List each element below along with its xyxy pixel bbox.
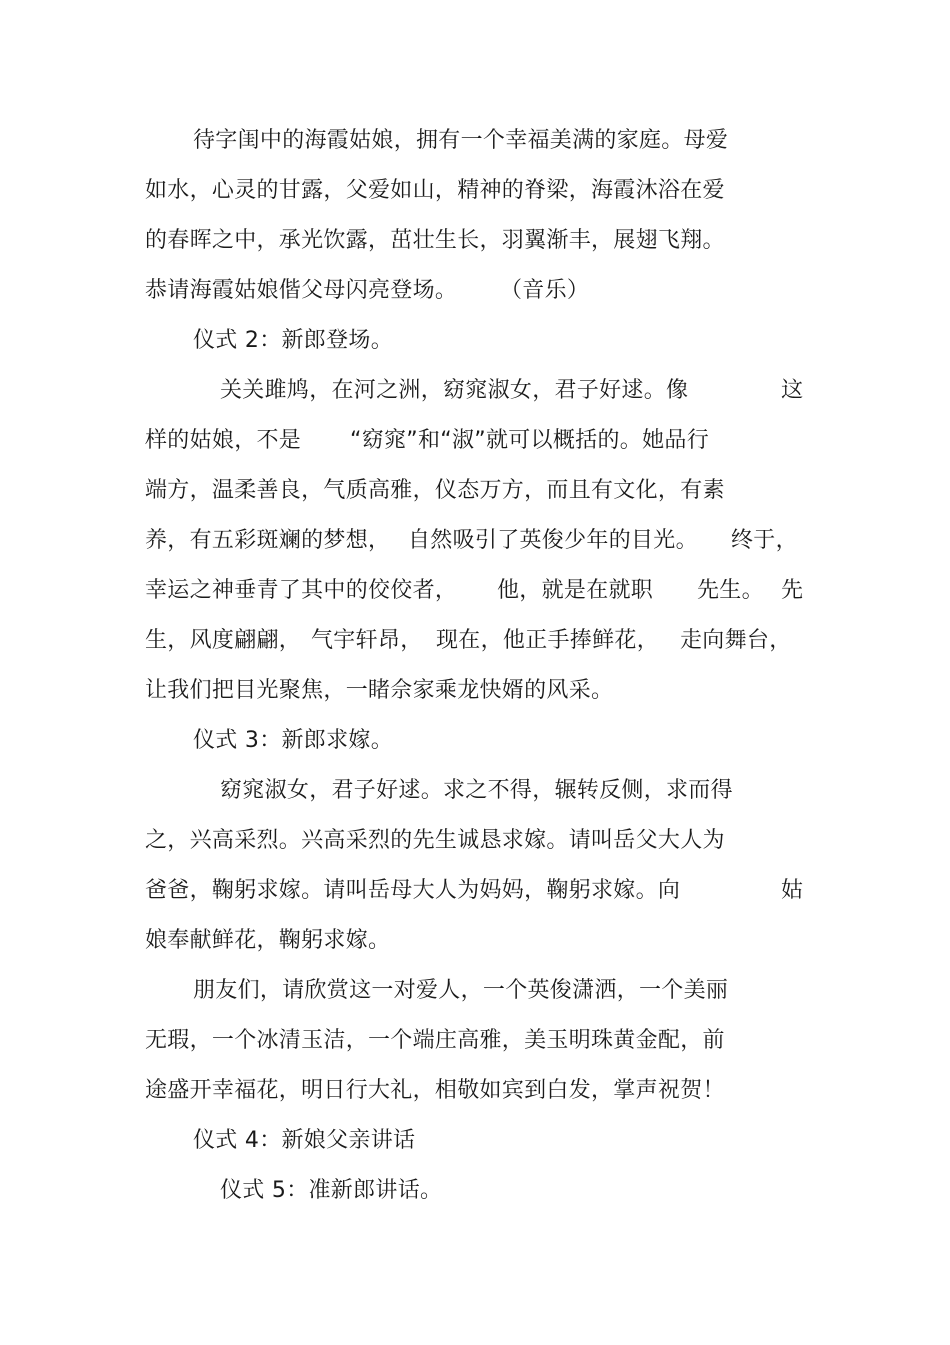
paragraph-line: 自然吸引了英俊少年的目光。 [408, 528, 698, 553]
paragraph-line: 先生。 [697, 578, 764, 603]
paragraph-line: 的春晖之中，承光饮露，茁壮生长，羽翼渐丰，展翅飞翔。 [145, 228, 725, 253]
ceremony-heading: 仪式 2：新郎登场。 [193, 328, 393, 353]
paragraph-line: 姑 [781, 878, 804, 903]
paragraph-line: 窈窕淑女，君子好逑。求之不得，辗转反侧，求而得 [220, 778, 733, 803]
paragraph-line: “窈窕”和“淑”就可以概括的。她品行 [350, 428, 709, 453]
paragraph-line: 他，就是在就职 [497, 578, 654, 603]
paragraph-line: 娘奉献鲜花，鞠躬求嫁。 [145, 928, 391, 953]
paragraph-line: 这 [781, 378, 804, 403]
paragraph-line: 朋友们，请欣赏这一对爱人，一个英俊潇洒，一个美丽 [193, 978, 729, 1003]
paragraph-line: 爸爸，鞠躬求嫁。请叫岳母大人为妈妈，鞠躬求嫁。向 [145, 878, 681, 903]
paragraph-line: 先 [781, 578, 804, 603]
paragraph-line: 端方，温柔善良，气质高雅，仪态万方，而且有文化，有素 [145, 478, 725, 503]
paragraph-line: 幸运之神垂青了其中的佼佼者， [145, 578, 458, 603]
paragraph-line: 无瑕，一个冰清玉洁，一个端庄高雅，美玉明珠黄金配，前 [145, 1028, 725, 1053]
paragraph-line: 如水，心灵的甘露，父爱如山，精神的脊梁，海霞沐浴在爱 [145, 178, 725, 203]
paragraph-line: 养，有五彩斑斓的梦想， [145, 528, 391, 553]
ceremony-heading: 仪式 3：新郎求嫁。 [193, 728, 393, 753]
paragraph-line: 途盛开幸福花，明日行大礼，相敬如宾到白发，掌声祝贺！ [145, 1078, 725, 1103]
paragraph-line: 关关雎鸠，在河之洲，窈窕淑女，君子好逑。像 [220, 378, 689, 403]
ceremony-heading: 仪式 5：准新郎讲话。 [220, 1178, 443, 1203]
ceremony-heading: 仪式 4：新娘父亲讲话 [193, 1128, 416, 1153]
paragraph-line: 气宇轩昂， [311, 628, 423, 653]
paragraph-line: 走向舞台， [680, 628, 792, 653]
paragraph-line: 待字闺中的海霞姑娘，拥有一个幸福美满的家庭。母爱 [193, 128, 729, 153]
paragraph-line: 生，风度翩翩， [145, 628, 302, 653]
paragraph-line: （音乐） [500, 278, 590, 303]
paragraph-line: 样的姑娘，不是 [145, 428, 302, 453]
paragraph-line: 恭请海霞姑娘偕父母闪亮登场。 [145, 278, 458, 303]
paragraph-line: 现在，他正手捧鲜花， [436, 628, 660, 653]
paragraph-line: 让我们把目光聚焦，一睹佘家乘龙快婿的风采。 [145, 678, 614, 703]
paragraph-line: 之，兴高采烈。兴高采烈的先生诚恳求嫁。请叫岳父大人为 [145, 828, 725, 853]
paragraph-line: 终于， [731, 528, 798, 553]
